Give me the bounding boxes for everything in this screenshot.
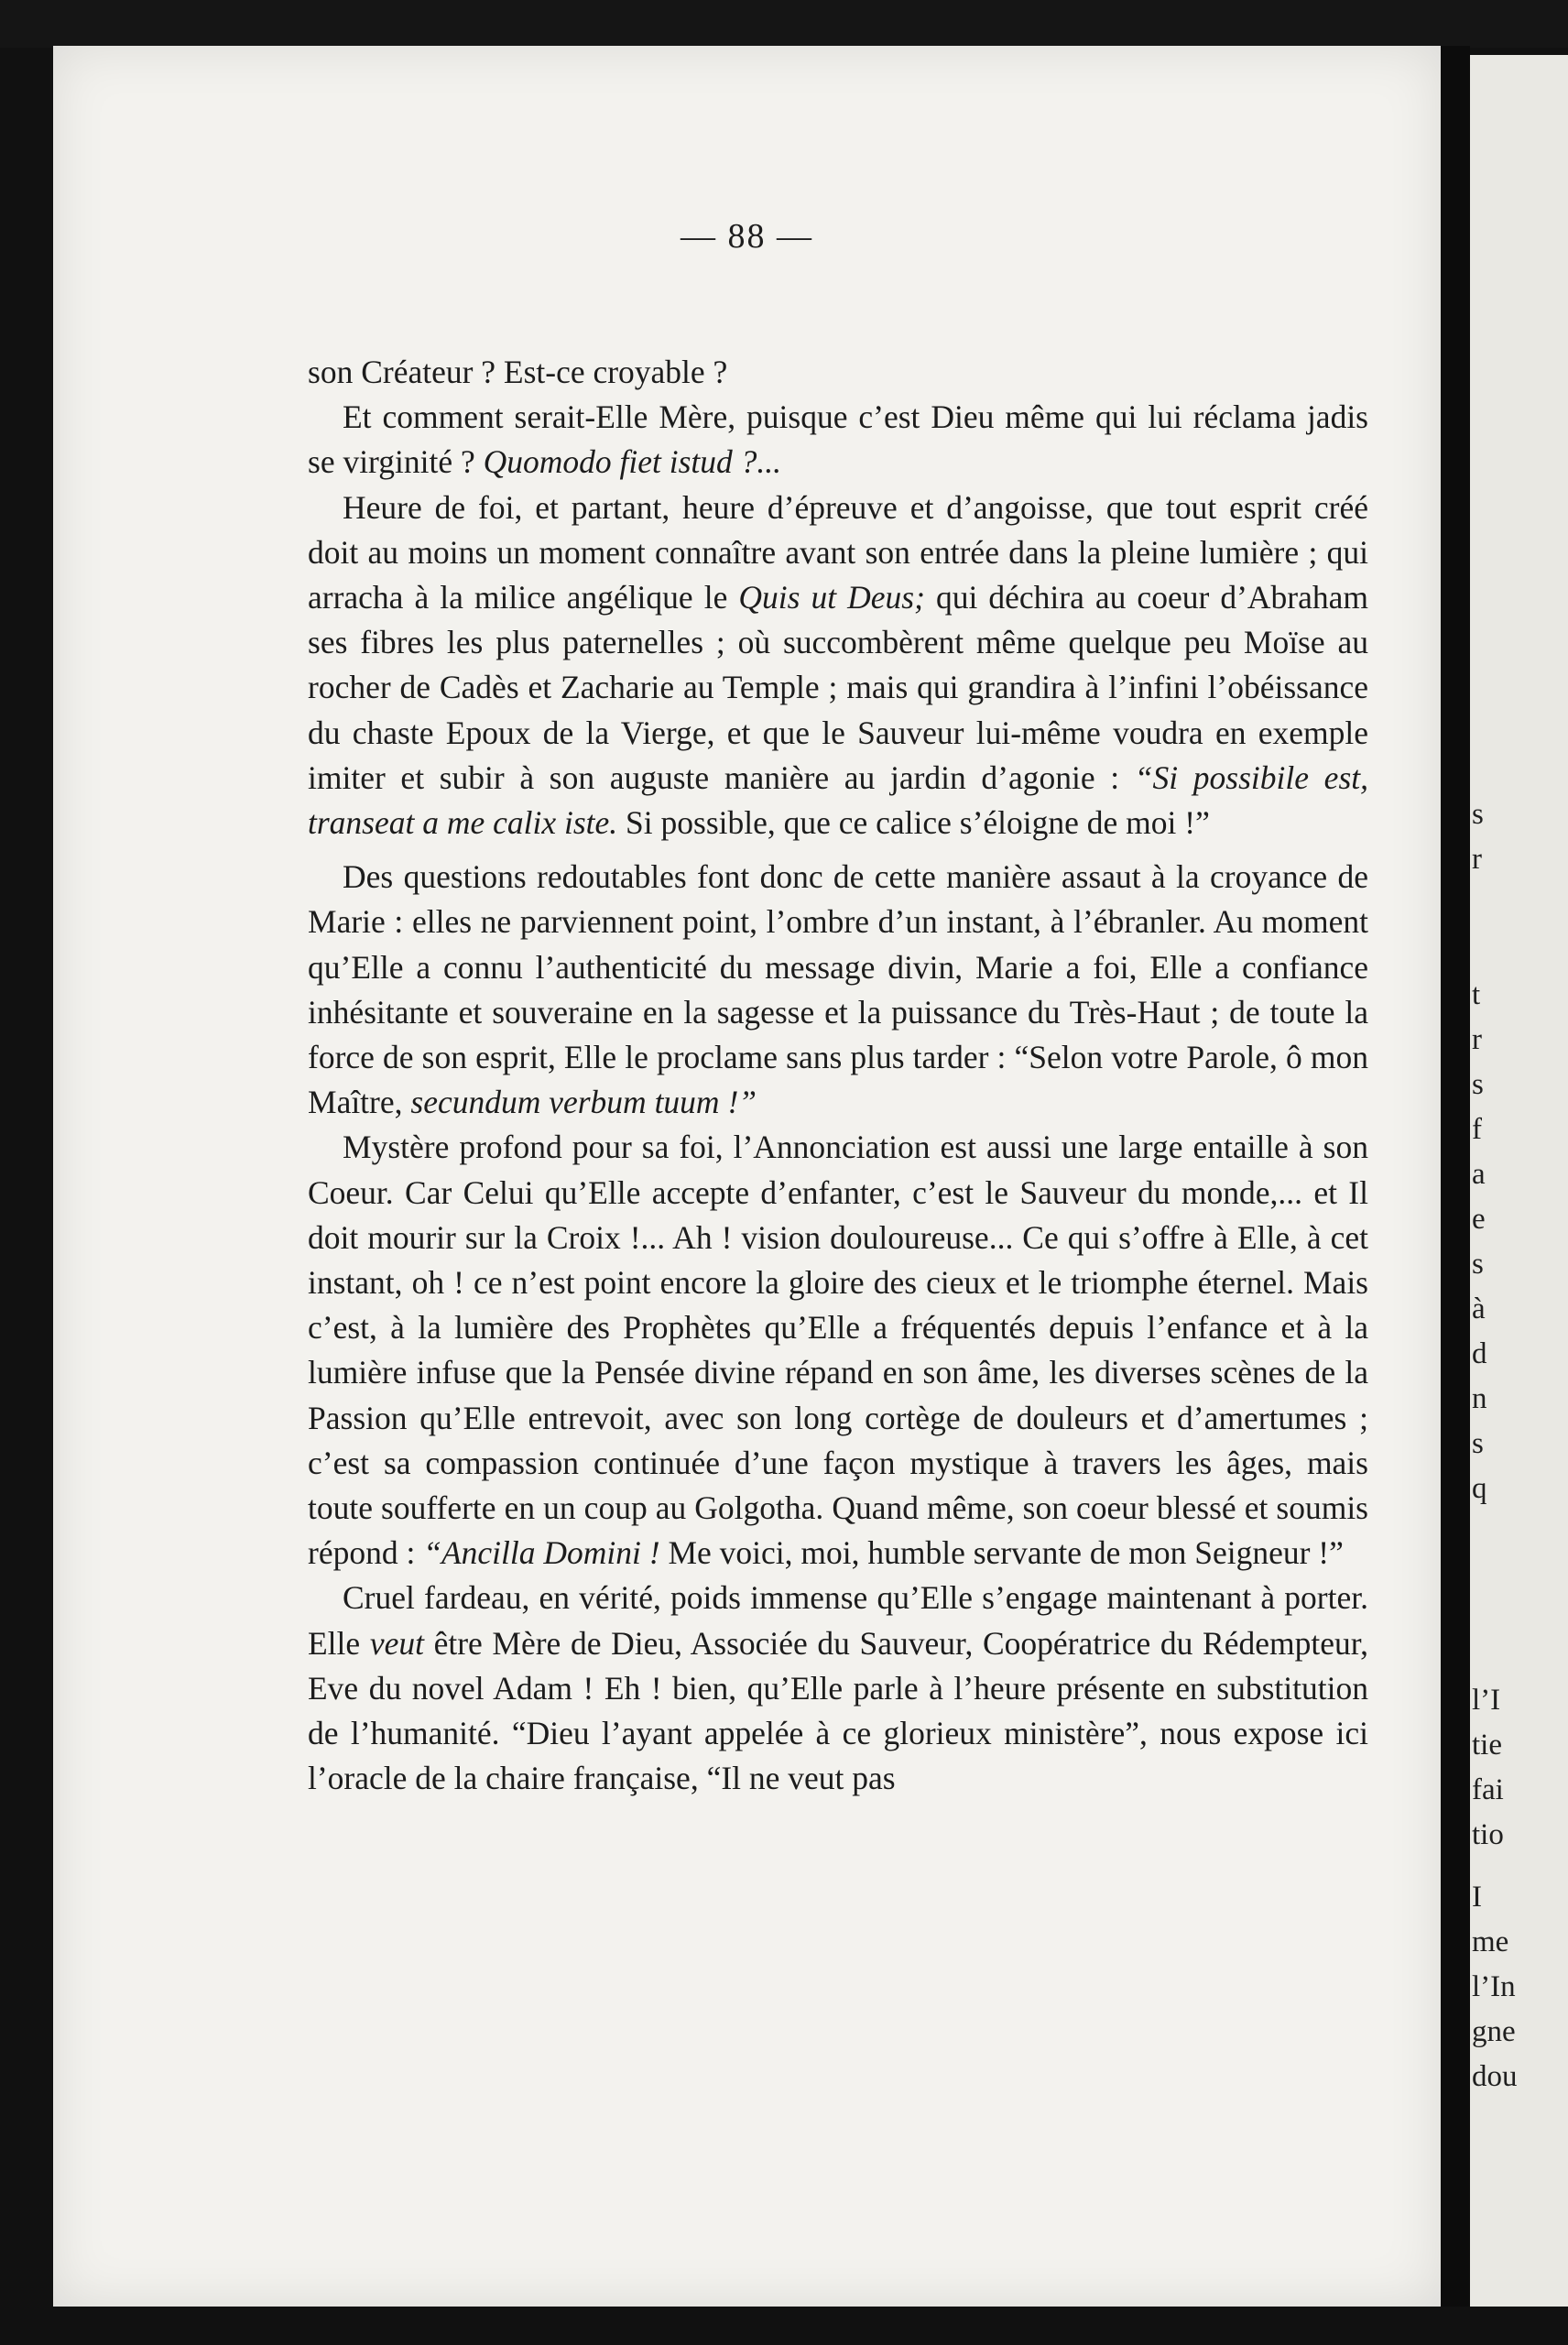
page-number: — 88 — — [681, 217, 813, 256]
text-segment: Cruel fardeau, en vérité, poids immense qu’Elle s’engage maintenant à porter. Elle — [308, 1579, 1368, 1662]
paragraph — [308, 350, 1368, 395]
paragraph — [308, 855, 1368, 1125]
facing-page-fragment: l’I — [1472, 1684, 1501, 1717]
facing-page-fragment: I — [1472, 1881, 1482, 1914]
facing-page-fragment: r — [1472, 1023, 1482, 1056]
latin-quote: Quomodo fiet istud ?... — [483, 443, 782, 481]
paragraph — [308, 485, 1368, 846]
facing-page-fragment: gne — [1472, 2015, 1516, 2048]
facing-page-fragment: à — [1472, 1292, 1486, 1325]
text-segment: Heure de foi, et partant, heure d’épreuve et d’angoisse, que tout esprit créé doit au moins un moment connaître avant son entrée dans la pleine lumière ; qui arracha à la milice angélique le — [308, 488, 1368, 616]
facing-page-fragment: tio — [1472, 1818, 1504, 1851]
facing-page-fragment: q — [1472, 1472, 1487, 1505]
emphasis: veut — [369, 1624, 424, 1662]
facing-page-fragment: s — [1472, 1248, 1484, 1281]
facing-page-fragment: dou — [1472, 2060, 1518, 2093]
facing-page-fragment: s — [1472, 1068, 1484, 1101]
text-segment: Si possible, que ce calice s’éloigne de moi !” — [617, 804, 1210, 842]
paragraph — [308, 1576, 1368, 1801]
facing-page-fragment: t — [1472, 978, 1481, 1011]
book-page — [53, 46, 1441, 2307]
text-segment: Des questions redoutables font donc de cette manière assaut à la croyance de Marie : elles ne parviennent point, l’ombre d’un instant, à l’ébranler. Au moment qu’Elle a connu l’authenticité du message divin, Marie a foi, Elle a confiance inhésitante et souveraine en la sagesse et la puissance du Très-Haut ; de toute la force de son esprit, Elle le proclame sans plus tarder : “Selon votre Parole, ô mon Maître, — [308, 858, 1368, 1121]
text-segment: être Mère de Dieu, Associée du Sauveur, Coopératrice du Rédempteur, Eve du novel Adam ! Eh ! bien, qu’Elle parle à l’heure présente en substitution de l’humanité. “Dieu l’ayant appelée à ce glorieux ministère”, nous expose ici l’oracle de la chaire française, “Il ne veut pas — [308, 1624, 1369, 1797]
text-segment: son Créateur ? Est-ce croyable ? — [308, 354, 728, 390]
facing-page-fragment: f — [1472, 1113, 1482, 1146]
latin-quote: secundum verbum tuum !” — [410, 1084, 757, 1121]
facing-page-fragment: e — [1472, 1203, 1486, 1236]
facing-page-fragment: a — [1472, 1158, 1486, 1191]
text-segment: Mystère profond pour sa foi, l’Annonciation est aussi une large entaille à son Coeur. Car Celui qu’Elle accepte d’enfanter, c’est le Sauveur du monde,... et Il doit mourir sur la Croix !... Ah ! vision douloureuse... Ce qui s’offre à Elle, à cet instant, oh ! ce n’est point encore la gloire des cieux et le triomphe éternel. Mais c’est, à la lumière des Prophètes qu’Elle a fréquentés depuis l’enfance et à la lumière infuse que la Pensée divine répand en son âme, les diverses scènes de la Passion qu’Elle entrevoit, avec son long cortège de douleurs et d’amertumes ; c’est sa compassion continuée d’une façon mystique à travers les âges, mais toute soufferte en un coup au Golgotha. Quand même, son coeur blessé et soumis répond : — [308, 1129, 1368, 1572]
latin-quote: “Si possibile est, transeat a me calix iste. — [308, 758, 1368, 842]
facing-page-fragment: s — [1472, 1427, 1484, 1460]
facing-page-fragment: r — [1472, 843, 1482, 876]
facing-page-fragment: n — [1472, 1382, 1487, 1415]
facing-page-edge — [1470, 55, 1568, 2307]
page-body-text — [308, 350, 1368, 1802]
scan-border — [0, 0, 1568, 48]
facing-page-fragment: fai — [1472, 1773, 1504, 1806]
paragraph — [308, 395, 1368, 485]
facing-page-fragment: tie — [1472, 1729, 1502, 1761]
latin-quote: “Ancilla Domini ! — [423, 1534, 660, 1572]
text-segment: Me voici, moi, humble servante de mon Seigneur !” — [659, 1534, 1344, 1572]
text-segment: Et comment serait-Elle Mère, puisque c’est Dieu même qui lui réclama jadis se virginité ? — [308, 398, 1368, 481]
facing-page-fragment: s — [1472, 798, 1484, 831]
latin-quote: Quis ut Deus; — [738, 579, 925, 616]
paragraph — [308, 1125, 1368, 1576]
book-gutter — [1441, 46, 1470, 2307]
text-segment: qui déchira au coeur d’Abraham ses fibres les plus paternelles ; où succombèrent même quelque peu Moïse au rocher de Cadès et Zacharie au Temple ; mais qui grandira à l’infini l’obéissance du chaste Epoux de la Vierge, et que le Sauveur lui-même voudra en exemple imiter et subir à son auguste manière au jardin d’agonie : — [308, 579, 1368, 796]
facing-page-fragment: l’In — [1472, 1970, 1516, 2003]
facing-page-fragment: d — [1472, 1337, 1487, 1370]
facing-page-fragment: me — [1472, 1925, 1509, 1958]
